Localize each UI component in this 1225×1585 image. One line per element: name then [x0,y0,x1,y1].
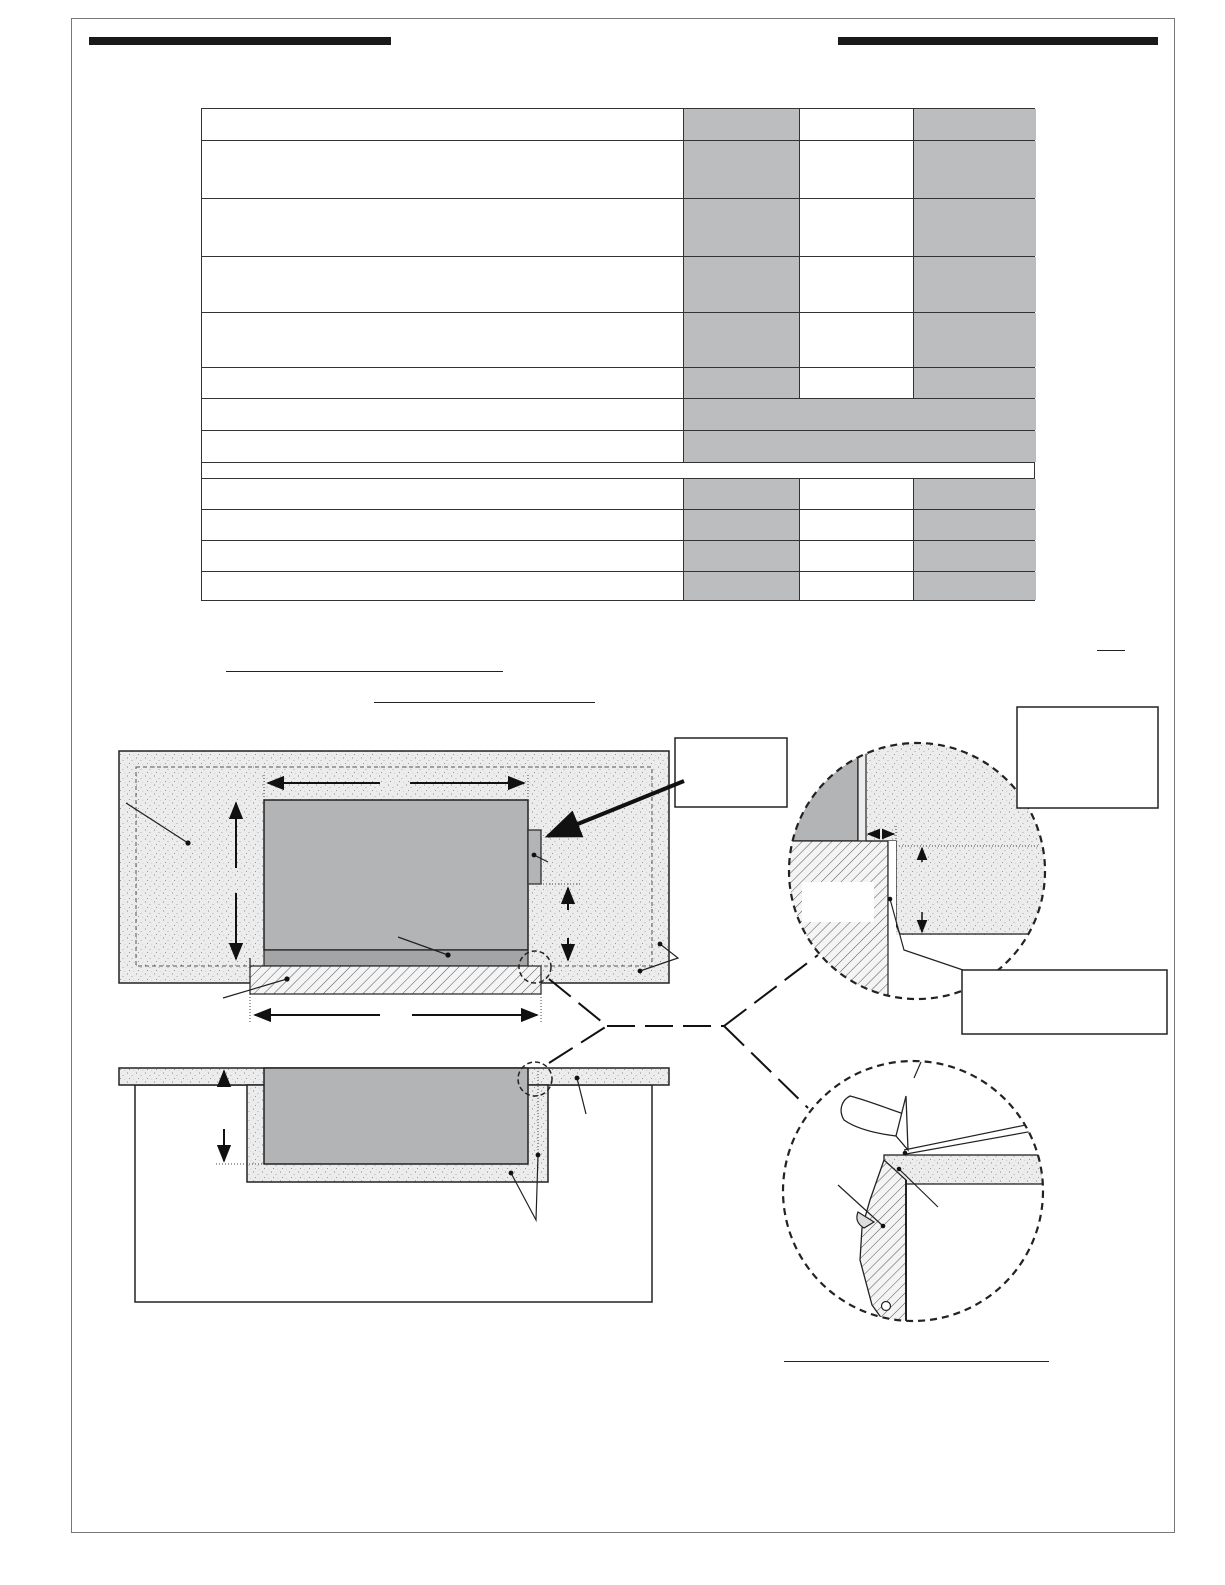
leader-dot [638,969,643,974]
appliance-front-trim [264,950,528,966]
installation-detail [780,1060,1054,1330]
leader-dot [532,853,537,858]
label-knockout [802,882,874,922]
leader-dot [658,942,663,947]
countertop-gap [888,841,896,941]
callout-box [675,738,787,807]
top-view [119,738,787,1022]
leader-dot [575,1076,580,1081]
connector-line [549,979,607,1026]
connector-line [724,955,818,1026]
leader-dot [445,952,450,957]
leader-dot [903,1151,908,1156]
callout-box [1017,707,1158,808]
leader-dot [881,1224,886,1229]
front-frame-hatched [250,966,541,994]
leader-dot [185,840,190,845]
appliance-corner-detail [780,735,858,841]
appliance-section [264,1068,528,1164]
leader-dot [509,1171,514,1176]
trim-edge-detail [858,735,866,841]
callout-box [962,970,1167,1034]
appliance-top [264,800,528,950]
leader-dot [284,976,289,981]
frame-hatched-detail [780,841,888,1021]
front-section-view [119,1062,669,1302]
connector-line [549,1026,607,1063]
connector-line [724,1026,808,1108]
leader-dot [897,1167,902,1172]
leader-dot [536,1153,541,1158]
leader-dot [888,897,893,902]
clearance-detail [780,707,1167,1034]
screw-hole [882,1302,891,1311]
